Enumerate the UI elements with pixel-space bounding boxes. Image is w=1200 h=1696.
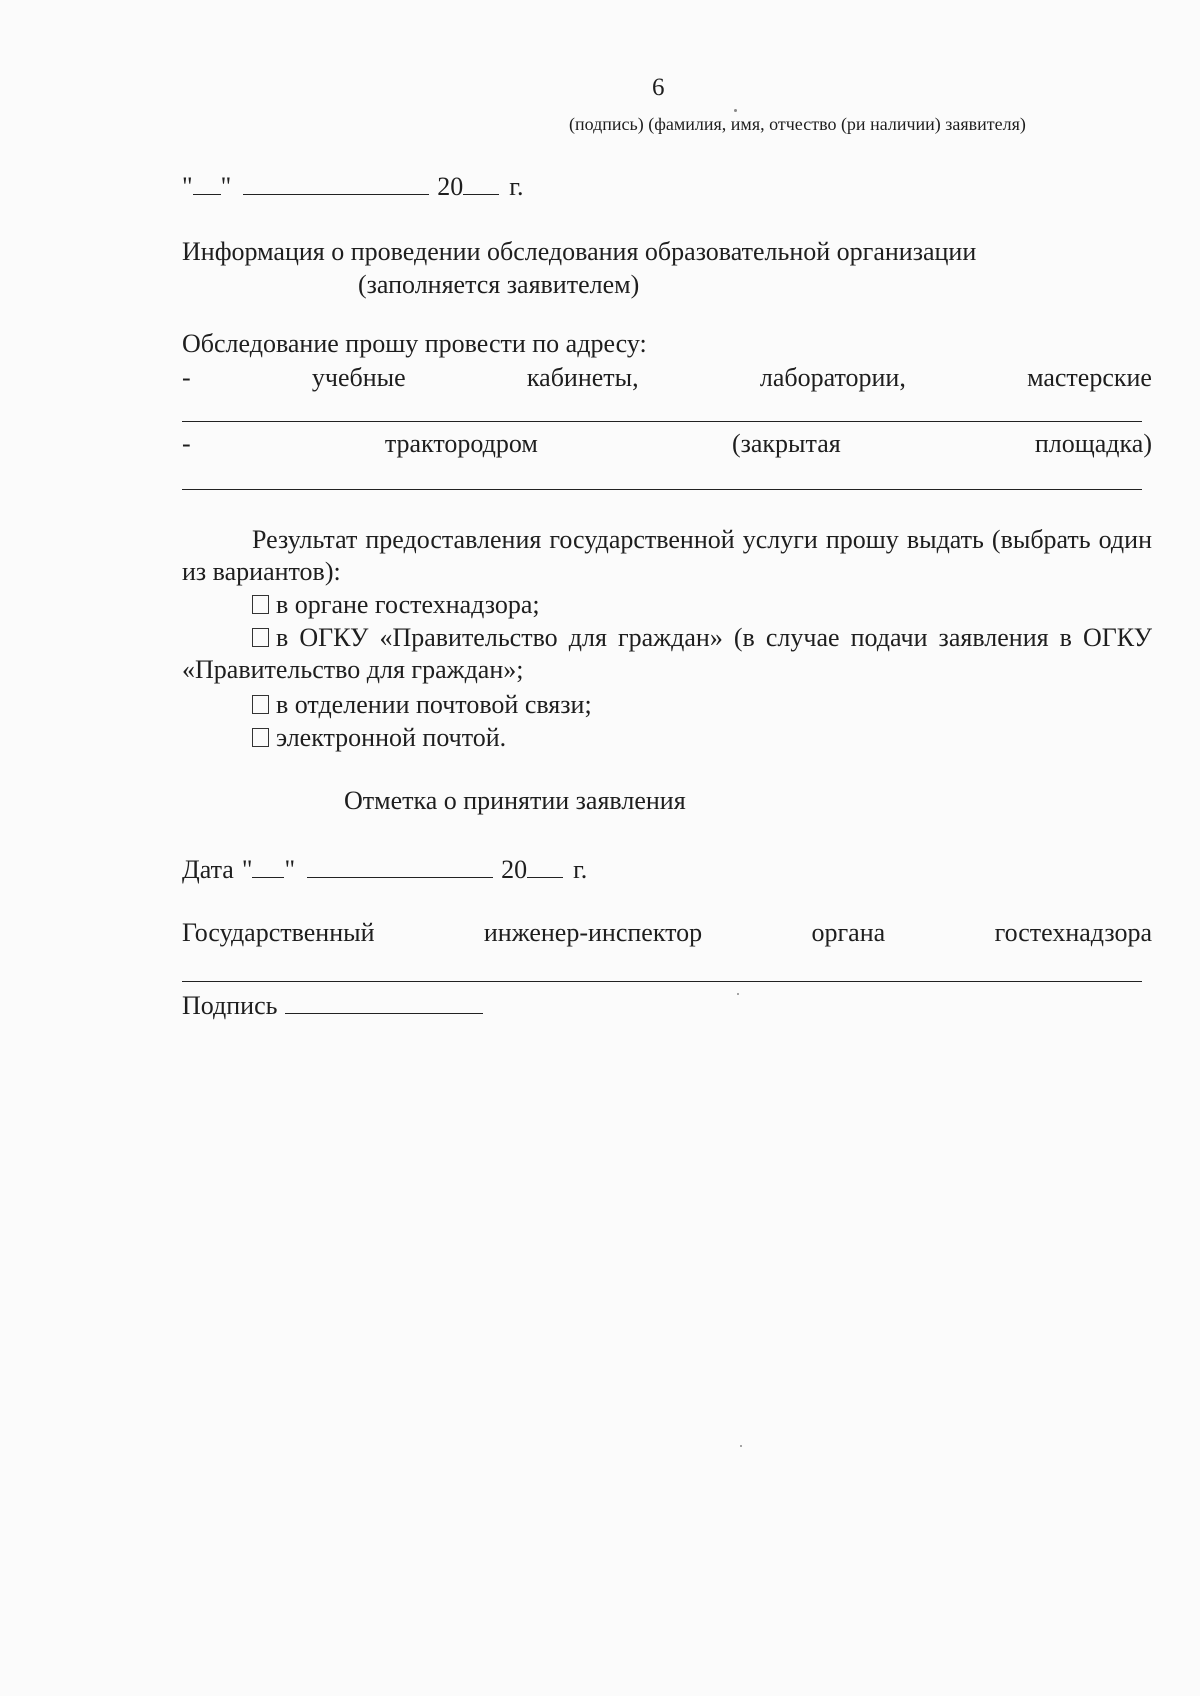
address-request: Обследование прошу провести по адресу: xyxy=(182,329,647,358)
scan-speck xyxy=(740,1445,742,1447)
applicant-date-line xyxy=(182,172,523,202)
year-blank[interactable] xyxy=(463,174,499,195)
quote-close: " xyxy=(220,172,232,201)
result-intro: Результат предоставления государственной услуги прошу выдать (выбрать один из вариантов): xyxy=(182,525,1152,586)
result-option[interactable] xyxy=(252,723,506,753)
quote-close: " xyxy=(284,855,296,884)
signature-blank[interactable] xyxy=(285,993,483,1014)
inspector-word: гостехнадзора xyxy=(994,918,1152,947)
result-option-label: в органе гостехнадзора; xyxy=(276,590,540,619)
inspection-info-title: Информация о проведении обследования образовательной организации xyxy=(182,237,977,266)
year-prefix: 20 xyxy=(501,855,528,884)
address-row-classrooms xyxy=(182,363,1152,393)
address-row-word: (закрытая xyxy=(731,429,841,458)
result-option-label: в ОГКУ «Правительство для граждан» (в случае подачи заявления в ОГКУ «Правительство для граждан»; xyxy=(182,623,1152,684)
date-label: Дата xyxy=(182,855,234,884)
signature-row xyxy=(182,991,483,1021)
result-option[interactable] xyxy=(182,622,1152,686)
quote-open: " xyxy=(241,855,253,884)
page-number: 6 xyxy=(652,74,665,101)
checkbox[interactable] xyxy=(252,728,269,747)
address-row-word: площадка) xyxy=(1034,429,1152,458)
month-blank[interactable] xyxy=(307,857,493,878)
year-prefix: 20 xyxy=(437,172,464,201)
month-blank[interactable] xyxy=(243,174,429,195)
address-row-word: учебные xyxy=(311,363,406,392)
address-row-tractordrome xyxy=(182,429,1152,459)
address-row-word: - xyxy=(182,363,191,392)
quote-open: " xyxy=(182,172,193,201)
year-suffix: г. xyxy=(573,855,588,884)
address-classrooms-field[interactable] xyxy=(182,421,1142,422)
day-blank[interactable] xyxy=(193,174,221,195)
address-row-word: трактородром xyxy=(384,429,538,458)
result-option[interactable] xyxy=(252,590,540,620)
checkbox[interactable] xyxy=(252,628,269,647)
address-tractordrome-field[interactable] xyxy=(182,489,1142,490)
signature-caption: (подпись) (фамилия, имя, отчество (ри наличии) заявителя) xyxy=(569,114,1026,134)
result-option[interactable] xyxy=(252,690,592,720)
address-row-word: лаборатории, xyxy=(759,363,906,392)
inspector-word: инженер-инспектор xyxy=(483,918,703,947)
checkbox[interactable] xyxy=(252,595,269,614)
inspector-word: органа xyxy=(811,918,886,947)
result-option-label: электронной почтой. xyxy=(276,723,507,752)
year-suffix: г. xyxy=(509,172,524,201)
result-option-label: в отделении почтовой связи; xyxy=(276,690,592,719)
address-row-word: - xyxy=(182,429,191,458)
scan-speck xyxy=(737,993,739,995)
address-row-word: кабинеты, xyxy=(526,363,639,392)
receipt-title: Отметка о принятии заявления xyxy=(344,786,686,815)
checkbox[interactable] xyxy=(252,695,269,714)
inspector-row xyxy=(182,918,1152,948)
inspection-info-subtitle: (заполняется заявителем) xyxy=(358,270,640,299)
address-row-word: мастерские xyxy=(1027,363,1152,392)
day-blank[interactable] xyxy=(252,857,284,878)
receipt-date-line xyxy=(182,855,587,885)
signature-label: Подпись xyxy=(182,991,278,1020)
inspector-word: Государственный xyxy=(182,918,375,947)
year-blank[interactable] xyxy=(527,857,563,878)
scan-speck xyxy=(734,109,737,112)
inspector-name-field[interactable] xyxy=(182,981,1142,982)
